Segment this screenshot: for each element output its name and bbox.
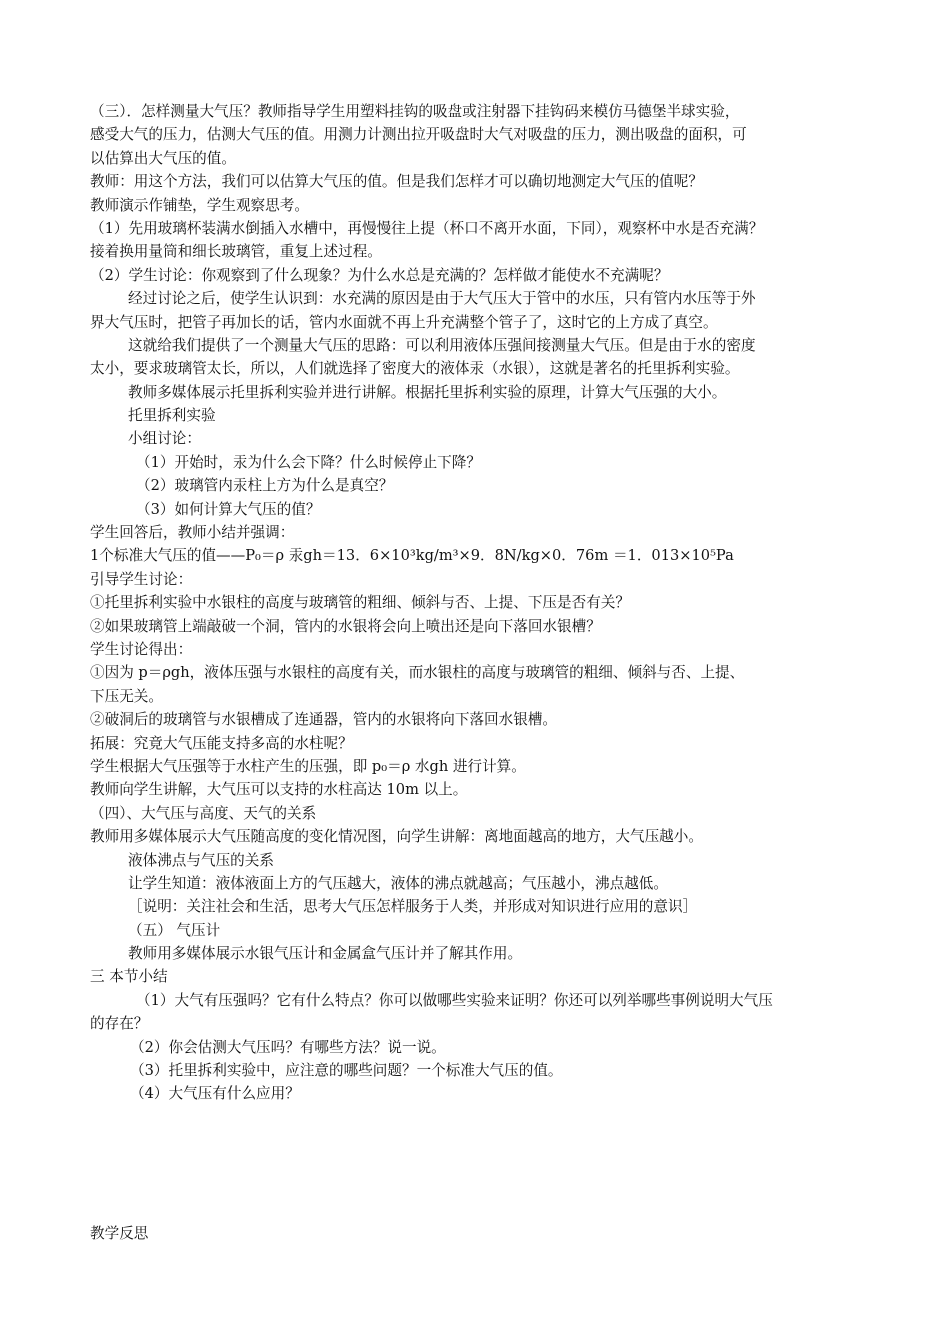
- text-line: （3）如何计算大气压的值？: [136, 500, 321, 518]
- text-line: 教师向学生讲解，大气压可以支持的水柱高达 10m 以上。: [90, 781, 468, 799]
- text-line: （1）大气有压强吗？它有什么特点？你可以做哪些实验来证明？你还可以列举哪些事例说明大气压: [136, 991, 773, 1009]
- text-line: 教师用多媒体展示水银气压计和金属盒气压计并了解其作用。: [128, 945, 523, 963]
- text-line: （2）学生讨论：你观察到了什么现象？为什么水总是充满的？怎样做才能使水不充满呢？: [90, 266, 669, 284]
- text-line: （3）托里拆利实验中，应注意的哪些问题？一个标准大气压的值。: [130, 1062, 563, 1080]
- text-line: （三）．怎样测量大气压？教师指导学生用塑料挂钩的吸盘或注射器下挂钩码来模仿马德堡半球实验，: [90, 103, 740, 120]
- text-line: （五） 气压计: [128, 921, 221, 939]
- text-line: 托里拆利实验: [128, 407, 216, 425]
- text-line: 教师：用这个方法，我们可以估算大气压的值。但是我们怎样才可以确切地测定大气压的值呢？: [90, 173, 703, 191]
- text-line: ②破洞后的玻璃管与水银槽成了连通器，管内的水银将向下落回水银槽。: [90, 711, 558, 729]
- text-line: （四）、大气压与高度、天气的关系: [90, 804, 317, 822]
- text-line: 接着换用量筒和细长玻璃管，重复上述过程。: [90, 243, 382, 261]
- text-line: （2）你会估测大气压吗？有哪些方法？说一说。: [130, 1038, 446, 1056]
- text-line: （2）玻璃管内汞柱上方为什么是真空？: [136, 477, 394, 495]
- text-line: 学生根据大气压强等于水柱产生的压强，即 p₀＝ρ 水gh 进行计算。: [90, 757, 526, 775]
- text-line: 学生回答后，教师小结并强调：: [90, 524, 295, 542]
- document-body: [90, 100, 870, 1106]
- text-line: 学生讨论得出：: [90, 640, 193, 658]
- text-line: （1）开始时，汞为什么会下降？什么时候停止下降？: [136, 453, 481, 471]
- text-line: 这就给我们提供了一个测量大气压的思路：可以利用液体压强间接测量大气压。但是由于水的密度: [128, 336, 756, 354]
- text-line: 拓展：究竟大气压能支持多高的水柱呢？: [90, 734, 353, 752]
- text-line: 教师用多媒体展示大气压随高度的变化情况图，向学生讲解：离地面越高的地方，大气压越小。: [90, 828, 703, 846]
- text-line: 三 本节小结: [90, 968, 168, 986]
- text-line: 教师多媒体展示托里拆利实验并进行讲解。根据托里拆利实验的原理，计算大气压强的大小。: [128, 383, 727, 401]
- text-line: 感受大气的压力，估测大气压的值。用测力计测出拉开吸盘时大气对吸盘的压力，测出吸盘的面积，可: [90, 126, 747, 144]
- text-line: 界大气压时，把管子再加长的话，管内水面就不再上升充满整个管子了，这时它的上方成了真空。: [90, 313, 718, 331]
- text-line: 下压无关。: [90, 687, 163, 705]
- text-line: ①因为 p＝ρgh，液体压强与水银柱的高度有关，而水银柱的高度与玻璃管的粗细、倾斜与否、上提、: [90, 664, 745, 682]
- text-line: 太小，要求玻璃管太长，所以，人们就选择了密度大的液体汞（水银），这就是著名的托里拆利实验。: [90, 360, 740, 378]
- section-title-reflection: 教学反思: [90, 1225, 149, 1242]
- text-line: 经过讨论之后，使学生认识到：水充满的原因是由于大气压大于管中的水压，只有管内水压等于外: [128, 290, 756, 308]
- text-line: ①托里拆利实验中水银柱的高度与玻璃管的粗细、倾斜与否、上提、下压是否有关？: [90, 594, 630, 612]
- text-line: 液体沸点与气压的关系: [128, 851, 274, 869]
- text-line: 以估算出大气压的值。: [90, 149, 236, 167]
- text-line: 的存在？: [90, 1015, 149, 1033]
- text-line: （4）大气压有什么应用？: [130, 1085, 300, 1103]
- text-line: 1个标准大气压的值——P₀＝ρ 汞gh＝13．6×10³kg/m³×9．8N/kg×0．76m ＝1．013×10⁵Pa: [90, 547, 734, 565]
- text-line: 让学生知道：液体液面上方的气压越大，液体的沸点就越高；气压越小，沸点越低。: [128, 874, 668, 892]
- text-line: 教师演示作铺垫，学生观察思考。: [90, 196, 309, 214]
- text-line: ②如果玻璃管上端敲破一个洞，管内的水银将会向上喷出还是向下落回水银槽？: [90, 617, 601, 635]
- text-line: 小组讨论：: [128, 430, 201, 448]
- text-line: ［说明：关注社会和生活，思考大气压怎样服务于人类，并形成对知识进行应用的意识］: [128, 898, 698, 916]
- text-line: 引导学生讨论：: [90, 570, 193, 588]
- text-line: （1）先用玻璃杯装满水倒插入水槽中，再慢慢往上提（杯口不离开水面，下同），观察杯中水是否充满？: [90, 219, 764, 237]
